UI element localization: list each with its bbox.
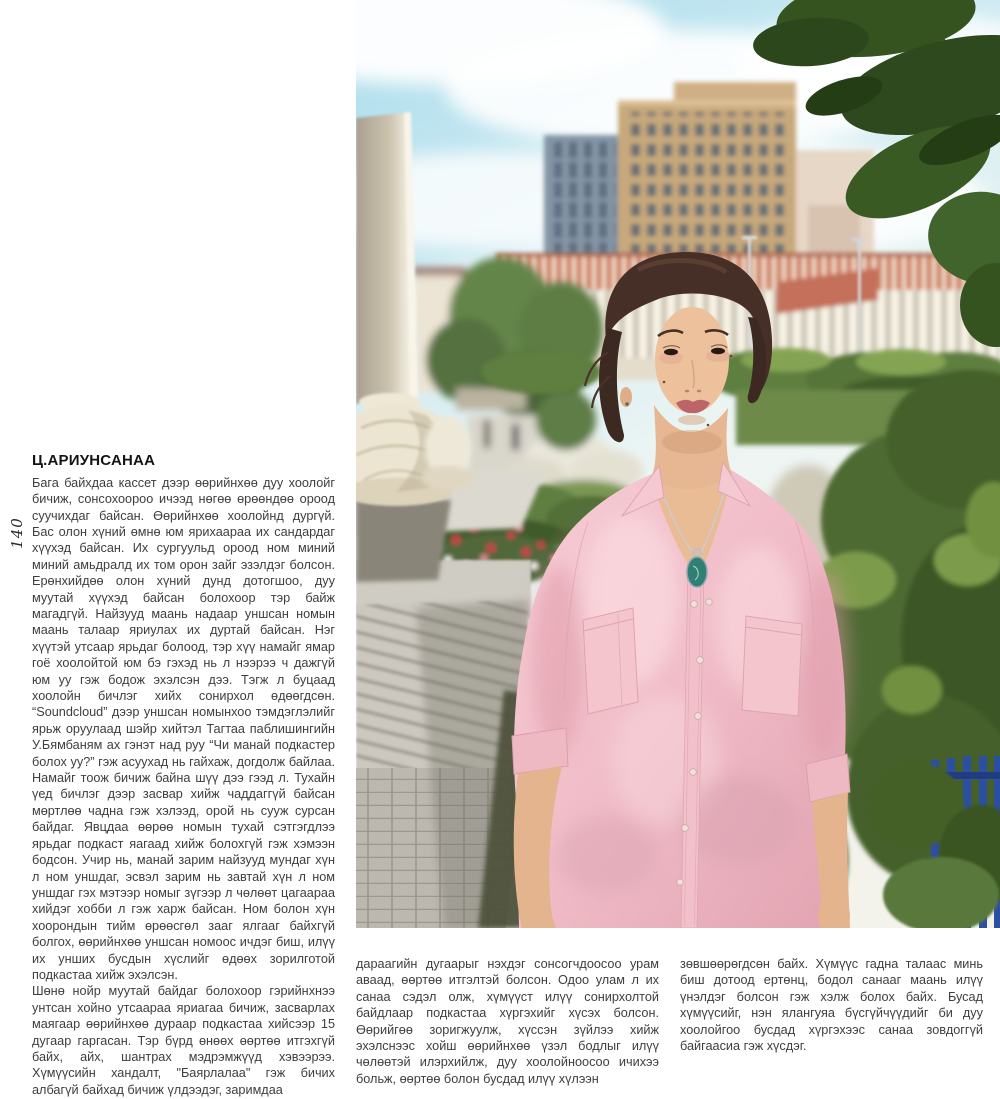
article-heading: Ц.АРИУНСАНАА [32, 452, 156, 469]
portrait-photo-art [356, 0, 1000, 928]
article-paragraph: Шөнө нойр муутай байдаг болохоор гэрийнхнээ унтсан хойно утсаараа яриагаа бичиж, засварлах маягаар өөрийнхөө дураар подкастаа хийсээр 15 дугаар гаргасан. Тэр бүрд өнөөх өөртөө итгэхгүй байх, айх, шантрах мэдрэмжүүд хэвээрээ. Хүмүүсийн хандалт, "Баярлалаа" гэж бичих албагүй байхад бичиж үлдээдэг, заримдаа [32, 984, 335, 1097]
article-paragraph: дараагийн дугаарыг нэхдэг сонсогчдоосоо урам аваад, өөртөө итгэлтэй болсон. Одоо улам л их санаа сэдэл олж, хүмүүст илүү сонирхолтой байдлаар подкастаа хүргэхийг хүсэх болсон. Өөрийгөө зоригжуулж, хүссэн зүйлээ хийж эхэлснээс хойш өөрийнхөө үзэл бодлыг илүү чөлөөтэй илэрхийлж, дуу хоолойноосоо ичихээ больж, өөртөө болон бусдад илүү хүлээн [356, 957, 659, 1086]
article-column-3 [680, 956, 983, 1054]
article-paragraph: Бага байхдаа кассет дээр өөрийнхөө дуу хоолойг бичиж, сонсохоороо ичээд нөгөө өрөөндөө ороод суучихдаг байсан. Өөрийнхөө хоолойнд дургүй. Бас олон хүний өмнө юм ярихаараа их сандардаг хүүхэд байсан. Их сургуульд ороод ном миний миний амьдралд их том орон зайг эзэлдэг болсон. Ерөнхийдөө олон хүний дунд дотогшоо, дуу муутай хүүхэд байсан болохоор тэр байж магадгүй. Найзууд маань надаар уншсан номын маань талаар яриулах их дуртай байсан. Нэг хүүтэй утсаар ярьдаг болоод, тэр хүү намайг ямар гоё хоолойтой юм бэ гэхэд нь л нээрээ ч дажгүй юм уу гэж бодож эхэлсэн дээ. Тэгж л буцаад хоолойн бичлэг хийх сонирхол өдөөгдсөн. “Soundcloud” дээр уншсан номынхоо тэмдэглэлийг ярьж оруулаад шэйр хийтэл Тагтаа паблишингийн У.Бямбаням ах гэнэт над руу “Чи манай подкастер болох уу?” гэж асуухад нь гайхаж, догдолж байлаа. Намайг тоож бичиж байна шүү дээ гээд л. Тухайн үед бичлэг дээр засвар хийж чаддаггүй байсан мөртлөө чадна гэж хэлээд, орой нь сууж сурсан байдаг. Явцдаа өөрөө номын тухай сэтгэгдлээ ярьдаг подкаст яагаад хийж болохгүй гэж хэмээн бодсон. Учир нь, манай зарим найзууд мундаг хүн л ном уншдаг, эсвэл зарим нь завтай хүн л ном уншдаг гэх мэтээр номыг зүгээр л чөлөөт цагаараа хийдэг хобби л гэж харж байсан. Ном болон хүн хоорондын тийм өрөөсгөл зааг ялгааг байхгүй болгох, өөрийнхөө уншсан номоос ичдэг биш, илүү их унших бусдын хүслийг өдөөх зорилготой подкастаа хийж эхэлсэн. [32, 475, 335, 982]
pendant [687, 557, 707, 587]
page-number: 140 [8, 517, 26, 549]
earring [625, 402, 629, 406]
article-column-1 [32, 453, 335, 1098]
article-column-2 [356, 956, 659, 1087]
article-paragraph: зөвшөөрөгдсөн байх. Хүмүүс гадна талаас минь биш дотоод ертөнц, бодол санааг маань илүү үнэлдэг болсон гэж хэлж болох байх. Бусад хүмүүсийг, нэн ялангуяа бүсгүйчүүдийг би дуу хоолойгоо бусдад хүргэхээс санаа зовдоггүй байгаасиа гэж хүсдэг. [680, 957, 983, 1054]
portrait-photo [356, 0, 1000, 928]
